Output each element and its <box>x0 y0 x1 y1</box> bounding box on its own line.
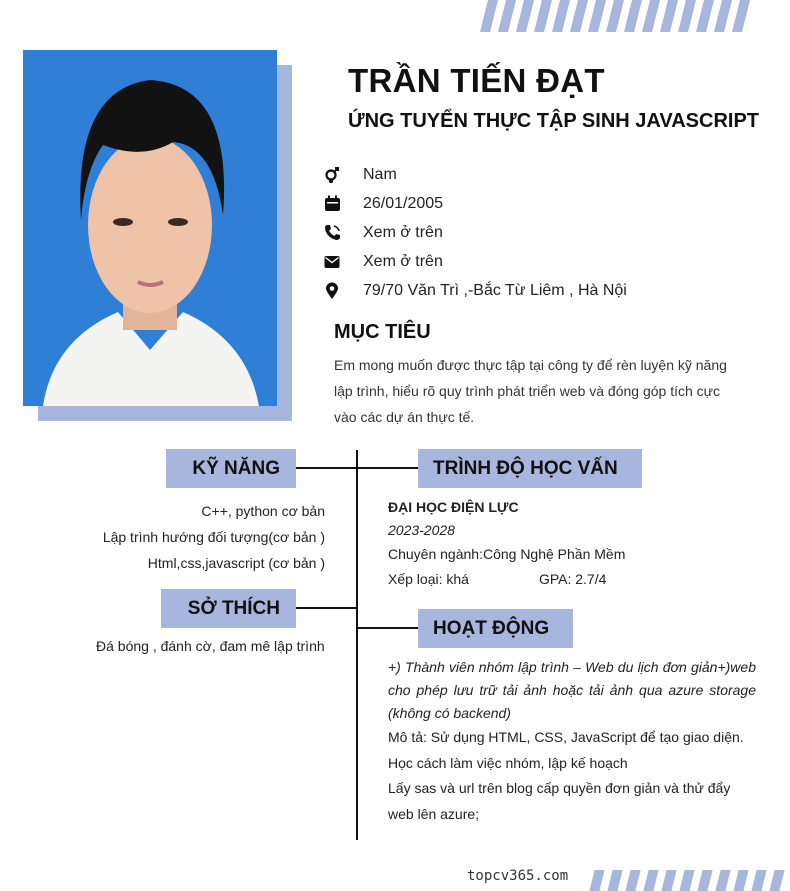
skill-item: C++, python cơ bản <box>201 503 325 519</box>
education-connector <box>357 467 418 469</box>
gender-icon <box>322 165 342 185</box>
applied-position: ỨNG TUYỂN THỰC TẬP SINH JAVASCRIPT <box>348 110 759 132</box>
activity-intro: +) Thành viên nhóm lập trình – Web du lịch đơn giản+)web cho phép lưu trữ tải ảnh hoặc tải ảnh qua azure storage (không có backend) <box>388 659 756 721</box>
info-address: 79/70 Văn Trì ,-Bắc Từ Liêm , Hà Nội <box>322 276 627 305</box>
info-phone: Xem ở trên <box>322 218 627 247</box>
objective-title: MỤC TIÊU <box>334 321 431 343</box>
activity-line: Lấy sas và url trên blog cấp quyền đơn giản và thử đẩy web lên azure; <box>388 780 731 822</box>
skill-item: Lập trình hướng đối tượng(cơ bản ) <box>102 529 325 545</box>
email-icon <box>322 252 342 272</box>
education-heading: TRÌNH ĐỘ HỌC VẤN <box>418 449 642 488</box>
rank: Xếp loại: khá <box>388 571 469 587</box>
bottom-stripes-decoration <box>592 870 782 891</box>
rank-row <box>388 567 768 592</box>
skills-list <box>103 498 325 576</box>
activities-details <box>388 656 756 827</box>
study-years: 2023-2028 <box>388 522 455 538</box>
objective-text: Em mong muốn được thực tập tại công ty để rèn luyện kỹ năng lập trình, hiểu rõ quy trình phát triển web và đóng góp tích cực vào các dự án thực tế. <box>334 357 727 425</box>
info-birthday: 26/01/2005 <box>322 189 627 218</box>
location-icon <box>322 281 342 301</box>
calendar-icon <box>322 194 342 214</box>
footer-watermark: topcv365.com <box>467 868 569 884</box>
hobbies-text: Đá bóng , đánh cờ, đam mê lập trình <box>96 638 325 654</box>
activity-line: Học cách làm việc nhóm, lập kế hoạch <box>388 754 628 771</box>
gpa: GPA: 2.7/4 <box>538 571 607 587</box>
education-details <box>388 496 768 592</box>
skill-item: Html,css,javascript (cơ bản ) <box>147 555 325 571</box>
timeline-divider <box>356 450 358 840</box>
phone-icon <box>322 223 342 243</box>
major: Chuyên ngành:Công Nghệ Phần Mềm <box>388 546 626 562</box>
skills-connector <box>296 467 357 469</box>
school-name: ĐẠI HỌC ĐIỆN LỰC <box>388 499 519 515</box>
activity-line: Mô tả: Sử dụng HTML, CSS, JavaScript để tạo giao diện. <box>388 729 744 745</box>
activities-heading: HOẠT ĐỘNG <box>418 609 573 648</box>
info-email: Xem ở trên <box>322 247 627 276</box>
skills-heading: KỸ NĂNG <box>166 449 296 488</box>
hobbies-connector <box>296 607 357 609</box>
personal-info-list <box>322 160 627 305</box>
info-gender: Nam <box>322 160 627 189</box>
hobbies-heading: SỞ THÍCH <box>161 589 296 628</box>
candidate-name: TRẦN TIẾN ĐẠT <box>348 62 605 99</box>
profile-photo <box>23 50 277 406</box>
activities-connector <box>357 627 418 629</box>
top-stripes-decoration <box>484 0 746 32</box>
